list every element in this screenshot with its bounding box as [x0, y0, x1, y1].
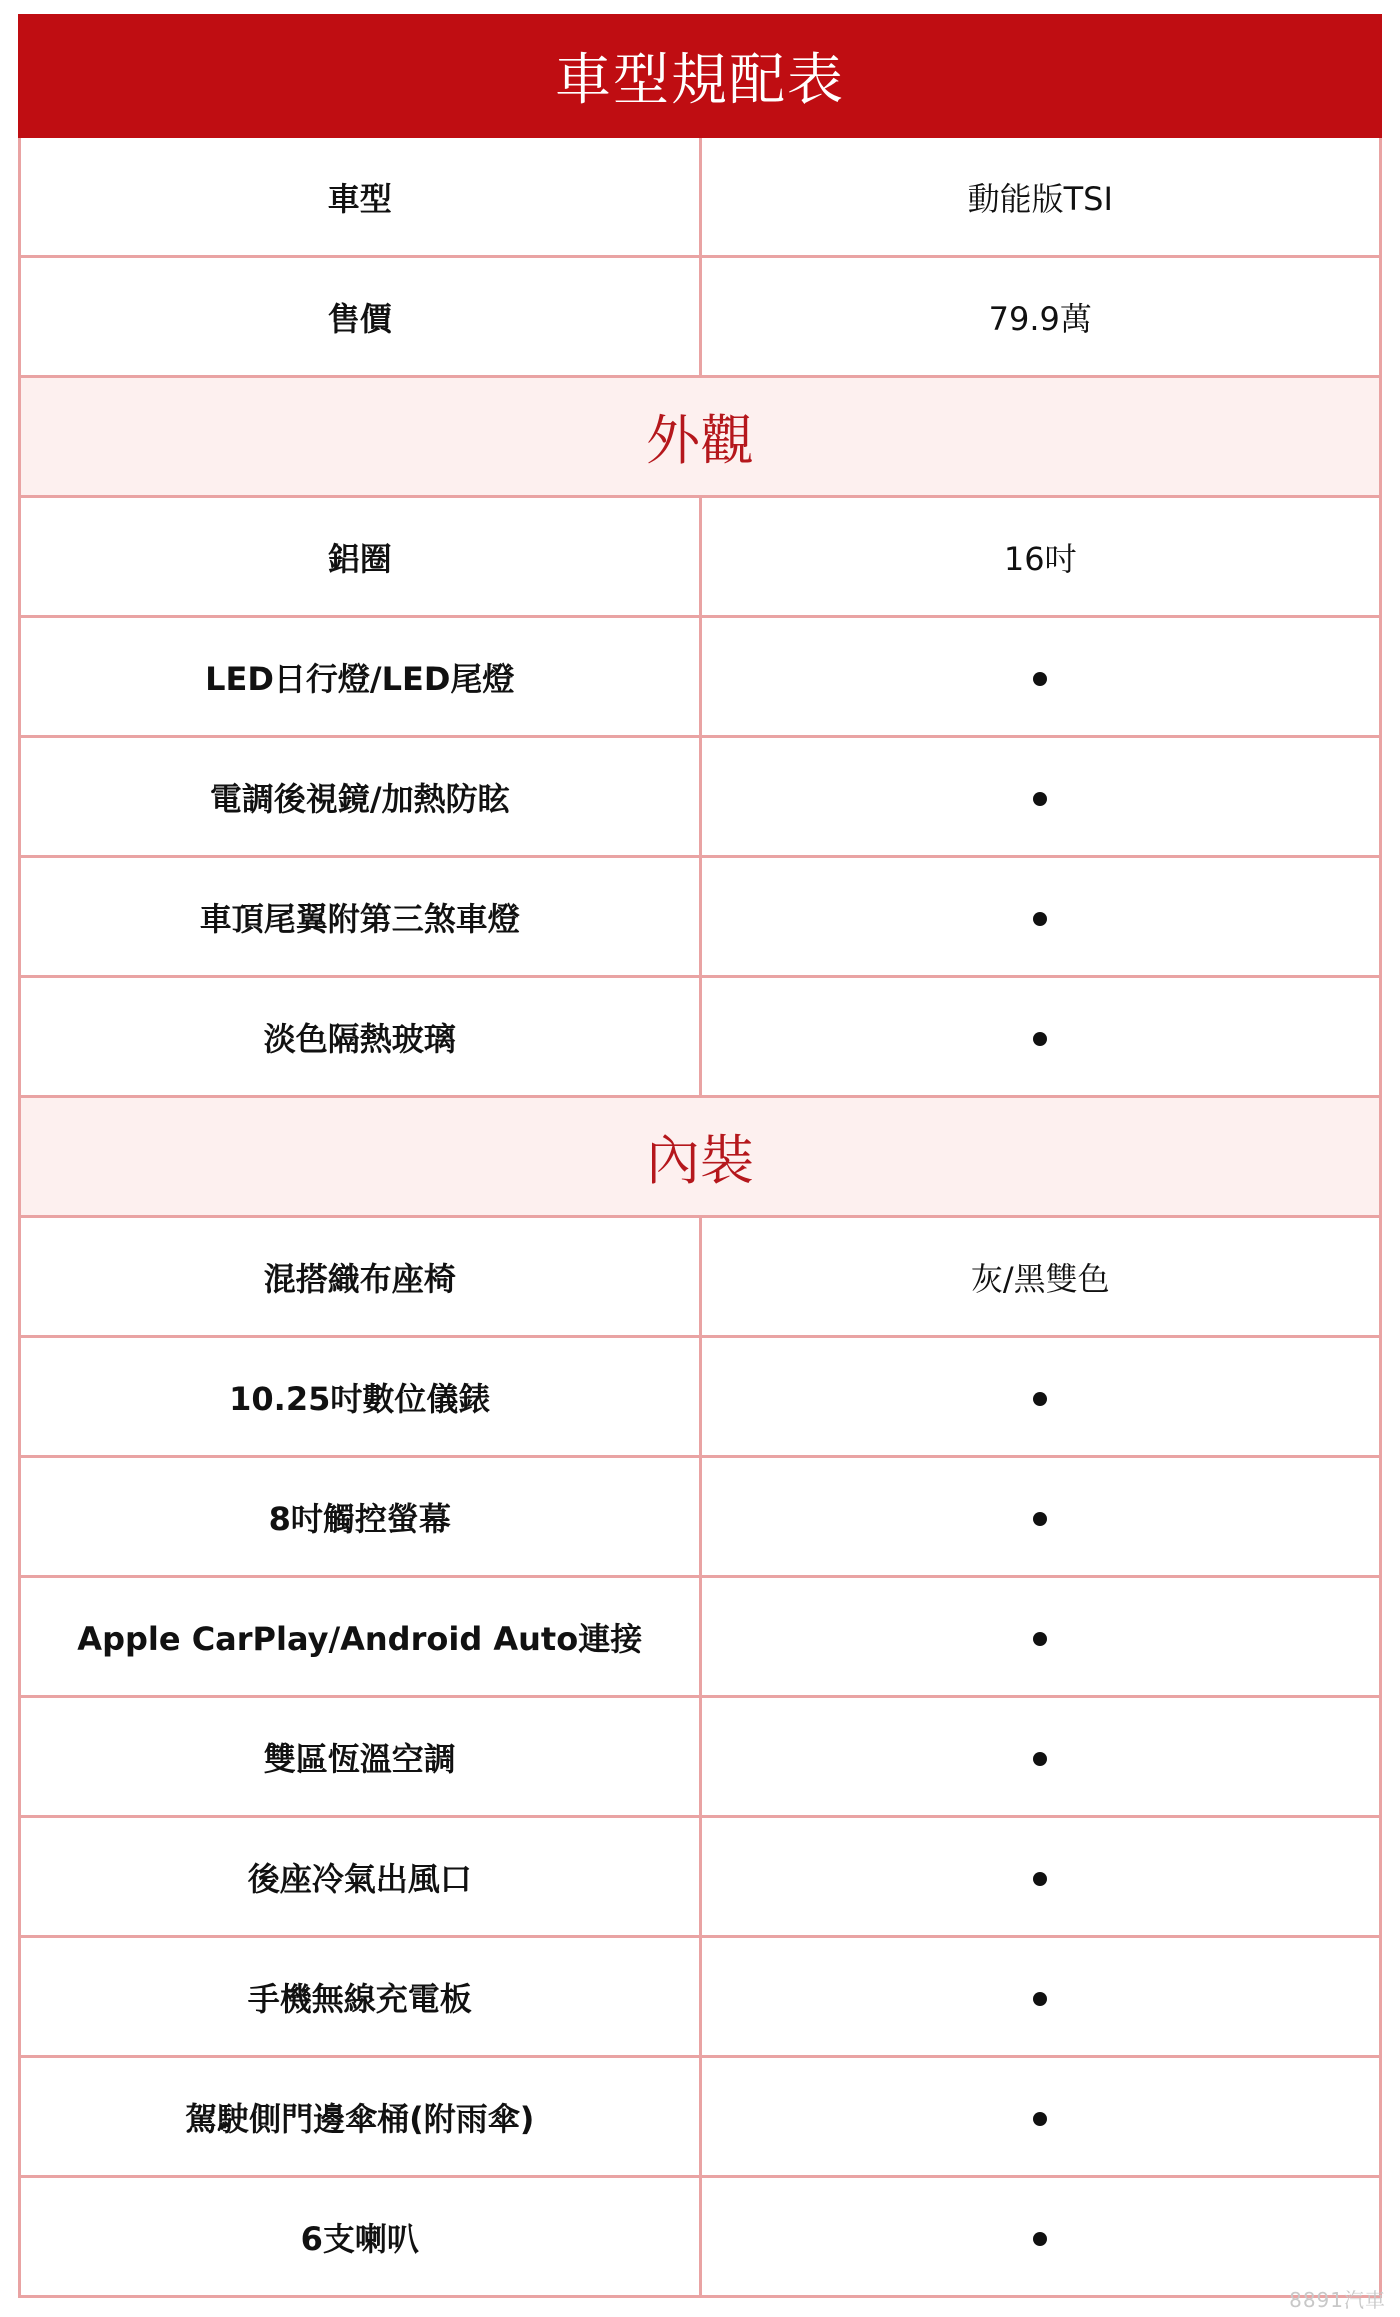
- equipped-dot-icon: [1033, 1872, 1047, 1886]
- section-row: [20, 377, 1381, 497]
- equipped-dot-icon: [1033, 792, 1047, 806]
- spec-value: [700, 1337, 1381, 1457]
- spec-value: 16吋: [700, 497, 1381, 617]
- table-row: [20, 1457, 1381, 1577]
- equipped-dot-icon: [1033, 1032, 1047, 1046]
- table-row: [20, 617, 1381, 737]
- spec-label: 車型: [20, 137, 701, 257]
- spec-value: [700, 737, 1381, 857]
- equipped-dot-icon: [1033, 1992, 1047, 2006]
- equipped-dot-icon: [1033, 1632, 1047, 1646]
- table-row: [20, 1697, 1381, 1817]
- table-row: [20, 257, 1381, 377]
- equipped-dot-icon: [1033, 2232, 1047, 2246]
- spec-table-body: [20, 16, 1381, 2297]
- table-row: [20, 857, 1381, 977]
- spec-label: 10.25吋數位儀錶: [20, 1337, 701, 1457]
- table-row: [20, 497, 1381, 617]
- table-row: [20, 1577, 1381, 1697]
- spec-label: LED日行燈/LED尾燈: [20, 617, 701, 737]
- equipped-dot-icon: [1033, 1752, 1047, 1766]
- spec-table: [18, 14, 1382, 2298]
- spec-label: 手機無線充電板: [20, 1937, 701, 2057]
- spec-value: [700, 2057, 1381, 2177]
- equipped-dot-icon: [1033, 1512, 1047, 1526]
- spec-value: 灰/黑雙色: [700, 1217, 1381, 1337]
- section-heading: 外觀: [20, 377, 1381, 497]
- table-row: [20, 737, 1381, 857]
- spec-value: 79.9萬: [700, 257, 1381, 377]
- spec-value: [700, 857, 1381, 977]
- table-row: [20, 1817, 1381, 1937]
- table-row: [20, 1217, 1381, 1337]
- spec-label: 後座冷氣出風口: [20, 1817, 701, 1937]
- table-row: [20, 2177, 1381, 2297]
- spec-value: [700, 1817, 1381, 1937]
- spec-label: 8吋觸控螢幕: [20, 1457, 701, 1577]
- spec-label: 車頂尾翼附第三煞車燈: [20, 857, 701, 977]
- spec-label: 雙區恆溫空調: [20, 1697, 701, 1817]
- spec-label: 混搭織布座椅: [20, 1217, 701, 1337]
- table-row: [20, 977, 1381, 1097]
- equipped-dot-icon: [1033, 912, 1047, 926]
- spec-label: 淡色隔熱玻璃: [20, 977, 701, 1097]
- spec-value: [700, 1937, 1381, 2057]
- watermark: 8891汽車: [1289, 2288, 1386, 2312]
- table-row: [20, 1337, 1381, 1457]
- spec-value: [700, 977, 1381, 1097]
- title-row: [20, 16, 1381, 137]
- spec-value: [700, 1697, 1381, 1817]
- equipped-dot-icon: [1033, 2112, 1047, 2126]
- section-row: [20, 1097, 1381, 1217]
- spec-value: 動能版TSI: [700, 137, 1381, 257]
- table-title: 車型規配表: [20, 16, 1381, 137]
- equipped-dot-icon: [1033, 672, 1047, 686]
- spec-label: 電調後視鏡/加熱防眩: [20, 737, 701, 857]
- spec-label: 鋁圈: [20, 497, 701, 617]
- spec-value: [700, 1577, 1381, 1697]
- spec-value: [700, 1457, 1381, 1577]
- section-heading: 內裝: [20, 1097, 1381, 1217]
- table-row: [20, 2057, 1381, 2177]
- spec-label: 駕駛側門邊傘桶(附雨傘): [20, 2057, 701, 2177]
- spec-label: 6支喇叭: [20, 2177, 701, 2297]
- spec-label: 售價: [20, 257, 701, 377]
- spec-value: [700, 617, 1381, 737]
- equipped-dot-icon: [1033, 1392, 1047, 1406]
- spec-label: Apple CarPlay/Android Auto連接: [20, 1577, 701, 1697]
- table-row: [20, 137, 1381, 257]
- table-row: [20, 1937, 1381, 2057]
- spec-value: [700, 2177, 1381, 2297]
